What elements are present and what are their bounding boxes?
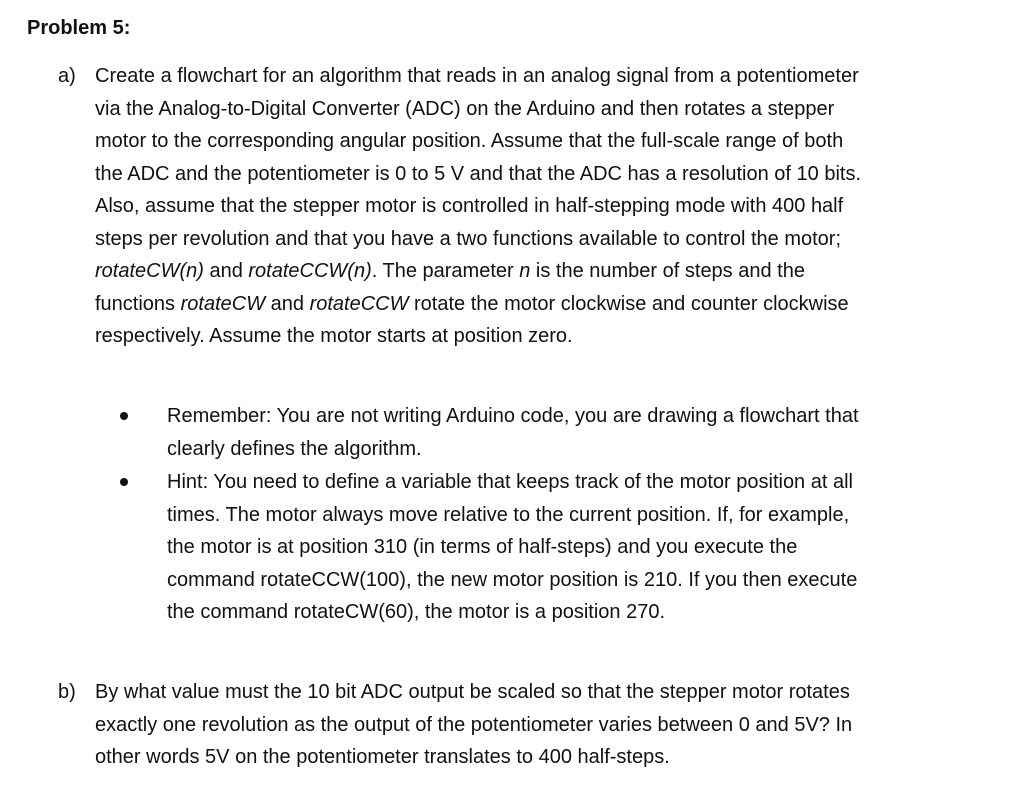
function-name-rotateccw: rotateCCW [309, 292, 409, 315]
text-segment: rotate the motor clockwise and counter clockwise [408, 292, 849, 315]
bullet-list [120, 400, 1000, 629]
text-segment: is the number of steps and the [530, 260, 805, 282]
bullet-item-hint [120, 466, 1000, 629]
parameter-name: n [519, 260, 531, 282]
paragraph-line: other words 5V on the potentiometer translates to 400 half-steps. [95, 746, 670, 768]
text-segment: functions [95, 292, 181, 315]
text-segment: . The parameter [371, 260, 520, 282]
paragraph-line: steps per revolution and that you have a two functions available to control the motor; [95, 227, 841, 250]
paragraph-line: respectively. Assume the motor starts at position zero. [95, 325, 573, 347]
bullet-dot-icon [120, 478, 128, 486]
paragraph-line: exactly one revolution as the output of the potentiometer varies between 0 and 5V? In [95, 713, 853, 736]
paragraph-line: motor to the corresponding angular position. Assume that the full-scale range of both [95, 130, 844, 152]
part-a-label: a) [58, 65, 76, 87]
text-segment: and [265, 292, 310, 315]
paragraph-line: via the Analog-to-Digital Converter (ADC) on the Arduino and then rotates a stepper [95, 97, 835, 120]
paragraph-line [95, 288, 975, 321]
paragraph-line: Create a flowchart for an algorithm that reads in an analog signal from a potentiometer [95, 65, 859, 87]
bullet-line: times. The motor always move relative to the current position. If, for example, [167, 503, 850, 526]
problem-heading: Problem 5: [27, 17, 131, 39]
bullet-line: Hint: You need to define a variable that keeps track of the motor position at all [167, 471, 853, 493]
bullet-text [167, 400, 1000, 465]
bullet-line: the motor is at position 310 (in terms of half-steps) and you execute the [167, 536, 798, 558]
part-b-label: b) [58, 681, 76, 703]
bullet-line: clearly defines the algorithm. [167, 437, 422, 460]
paragraph-line: By what value must the 10 bit ADC output be scaled so that the stepper motor rotates [95, 681, 850, 703]
bullet-line: the command rotateCW(60), the motor is a position 270. [167, 601, 666, 623]
part-a-paragraph [95, 60, 975, 353]
part-b-paragraph [95, 676, 975, 774]
bullet-item-remember [120, 400, 1000, 465]
function-name-rotatecw: rotateCW [180, 292, 266, 315]
bullet-line: command rotateCCW(100), the new motor position is 210. If you then execute [167, 568, 858, 591]
paragraph-line [95, 255, 975, 288]
function-name-rotateccw-n: rotateCCW(n) [248, 260, 372, 282]
paragraph-line: the ADC and the potentiometer is 0 to 5 V and that the ADC has a resolution of 10 bits. [95, 162, 862, 185]
bullet-line: Remember: You are not writing Arduino code, you are drawing a flowchart that [167, 405, 859, 427]
bullet-text [167, 466, 1000, 629]
bullet-dot-icon [120, 412, 128, 420]
text-segment: and [203, 260, 249, 282]
paragraph-line: Also, assume that the stepper motor is controlled in half-stepping mode with 400 half [95, 195, 844, 217]
function-name-rotatecw-n: rotateCW(n) [95, 260, 204, 282]
